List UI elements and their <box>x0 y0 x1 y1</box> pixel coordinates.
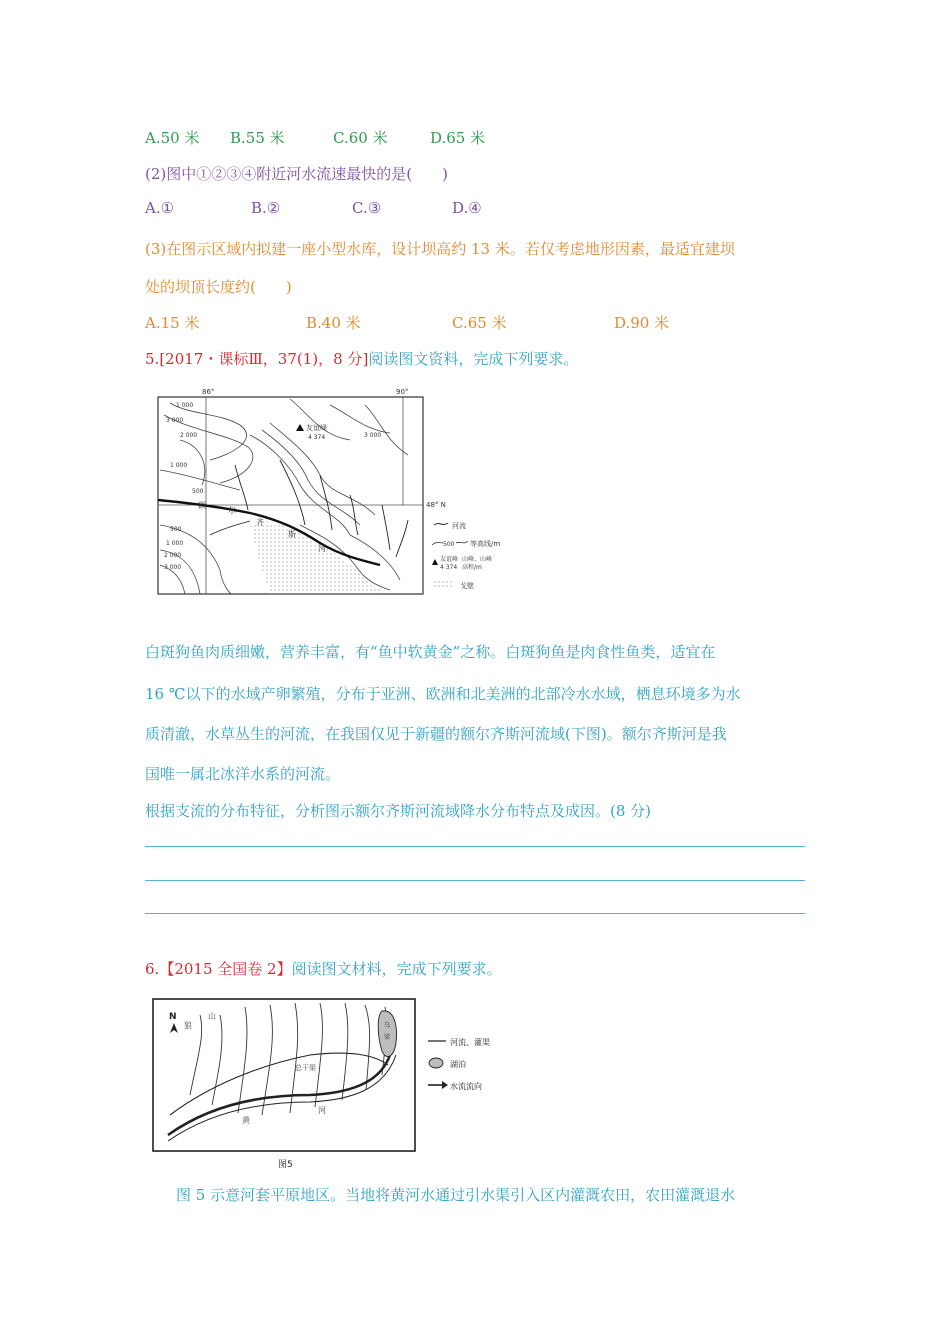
river-char-1: 额 <box>198 501 206 510</box>
q6-text-line-1: 图 5 示意河套平原地区。当地将黄河水通过引水渠引入区内灌溉农田，农田灌溉退水 <box>176 1186 736 1204</box>
legend-desert-icon <box>432 581 454 589</box>
map-lon-86: 86° <box>202 388 215 396</box>
north-arrow-icon <box>170 1023 178 1033</box>
peak-name: 友谊峰 <box>306 424 327 432</box>
main-drain-label: 总干渠 <box>295 1064 316 1072</box>
q4-2-option-b: B.② <box>251 199 281 217</box>
contour-label-6: 500 <box>170 526 182 533</box>
q5-number: 5. <box>145 350 160 368</box>
q6-map-legend <box>428 1037 490 1091</box>
legend-peak-label-1: 山峰、山峰 <box>462 556 493 563</box>
yellow-river-char-1: 黄 <box>242 1116 250 1125</box>
yellow-river-char-2: 河 <box>318 1106 326 1115</box>
q4-3-option-c: C.65 米 <box>452 314 507 332</box>
q4-3-option-a: A.15 米 <box>145 314 200 332</box>
q4-1-option-d: D.65 米 <box>430 129 486 147</box>
q4-3-option-b: B.40 米 <box>306 314 361 332</box>
legend-peak-name: 友谊峰 <box>440 556 459 563</box>
contour-label-7: 1 000 <box>166 540 184 547</box>
irtysh-river-map <box>150 385 530 600</box>
legend-peak-icon <box>432 559 438 565</box>
mountain-char-2: 山 <box>208 1012 216 1021</box>
legend-peak-label-2: 高程/m <box>462 564 482 571</box>
q4-2-option-c: C.③ <box>352 199 382 217</box>
q5-text-line-2: 16 ℃以下的水域产卵繁殖，分布于亚洲、欧洲和北美洲的北部冷水水域，栖息环境多为水 <box>145 685 741 703</box>
legend-channel-label: 河流、灌渠 <box>450 1038 490 1047</box>
lake-char-1: 乌 <box>384 1022 391 1029</box>
contour-label-5: 500 <box>192 488 204 495</box>
legend-river-icon <box>434 523 448 525</box>
contour-label-10: 3 000 <box>364 432 382 439</box>
q4-3-option-d: D.90 米 <box>614 314 670 332</box>
figure-caption: 图5 <box>278 1160 293 1170</box>
river-char-5: 河 <box>318 544 326 553</box>
contour-label-2: 3 000 <box>166 417 184 424</box>
q4-1-option-c: C.60 米 <box>333 129 388 147</box>
contour-label-3: 2 000 <box>180 432 198 439</box>
lake-char-2: 梁 <box>384 1034 391 1041</box>
q5-source: [2017・课标Ⅲ，37(1)，8 分] <box>159 350 369 368</box>
q5-text-line-1: 白斑狗鱼肉质细嫩，营养丰富，有“鱼中软黄金”之称。白斑狗鱼是肉食性鱼类，适宜在 <box>145 643 716 661</box>
contour-label-4: 1 000 <box>170 462 188 469</box>
legend-flow-label: 水流流向 <box>450 1082 482 1091</box>
legend-flow-arrow-icon <box>442 1081 448 1089</box>
river-char-4: 斯 <box>288 530 296 539</box>
q4-sub-question-3-line-1: (3)在图示区域内拟建一座小型水库，设计坝高约 13 米。若仅考虑地形因素，最适宜建坝 <box>145 240 735 258</box>
contour-label-8: 2 000 <box>164 552 182 559</box>
map-lon-90: 90° <box>396 388 409 396</box>
legend-river-label: 河流 <box>452 522 466 530</box>
contour-label-9: 3 000 <box>164 564 182 571</box>
hetao-plain-map <box>150 995 510 1175</box>
q4-2-option-d: D.④ <box>452 199 482 217</box>
q5-map-legend <box>432 521 500 590</box>
q6-source: 【2015 全国卷 2】 <box>159 960 292 978</box>
q4-sub-question-2: (2)图中①②③④附近河水流速最快的是( ) <box>145 165 448 183</box>
contour-label-1: 1 000 <box>176 402 194 409</box>
legend-peak-elevation: 4 374 <box>440 564 458 571</box>
peak-icon <box>296 424 304 431</box>
legend-lake-label: 湖泊 <box>450 1060 466 1069</box>
mountain-char-1: 狼 <box>184 1021 192 1030</box>
river-char-2: 尔 <box>228 506 236 515</box>
north-label: N <box>169 1012 177 1022</box>
q6-heading <box>145 958 502 979</box>
legend-desert-label: 戈壁 <box>460 582 474 590</box>
q4-1-option-b: B.55 米 <box>230 129 285 147</box>
q4-2-option-a: A.① <box>145 199 175 217</box>
q5-prompt: 阅读图文资料，完成下列要求。 <box>368 350 579 368</box>
answer-line-2[interactable] <box>145 880 805 881</box>
q5-heading <box>145 348 578 369</box>
q4-sub-question-3-line-2: 处的坝顶长度约( ) <box>145 278 292 296</box>
legend-lake-icon <box>429 1058 443 1068</box>
legend-contour-value: 500 <box>443 541 455 548</box>
map-lat-48: 48° N <box>426 501 446 509</box>
q6-number: 6. <box>145 960 160 978</box>
answer-line-3[interactable] <box>145 913 805 914</box>
legend-contour-label: 等高线/m <box>470 540 501 548</box>
q6-prompt: 阅读图文材料，完成下列要求。 <box>291 960 502 978</box>
peak-elevation: 4 374 <box>308 434 326 441</box>
q5-text-line-3: 质清澈，水草丛生的河流，在我国仅见于新疆的额尔齐斯河流域(下图)。额尔齐斯河是我 <box>145 725 727 743</box>
q4-1-option-a: A.50 米 <box>145 129 200 147</box>
river-char-3: 齐 <box>256 518 264 527</box>
q5-text-line-4: 国唯一属北冰洋水系的河流。 <box>145 765 341 783</box>
answer-line-1[interactable] <box>145 846 805 847</box>
q5-question: 根据支流的分布特征，分析图示额尔齐斯河流域降水分布特点及成因。(8 分) <box>145 802 652 820</box>
